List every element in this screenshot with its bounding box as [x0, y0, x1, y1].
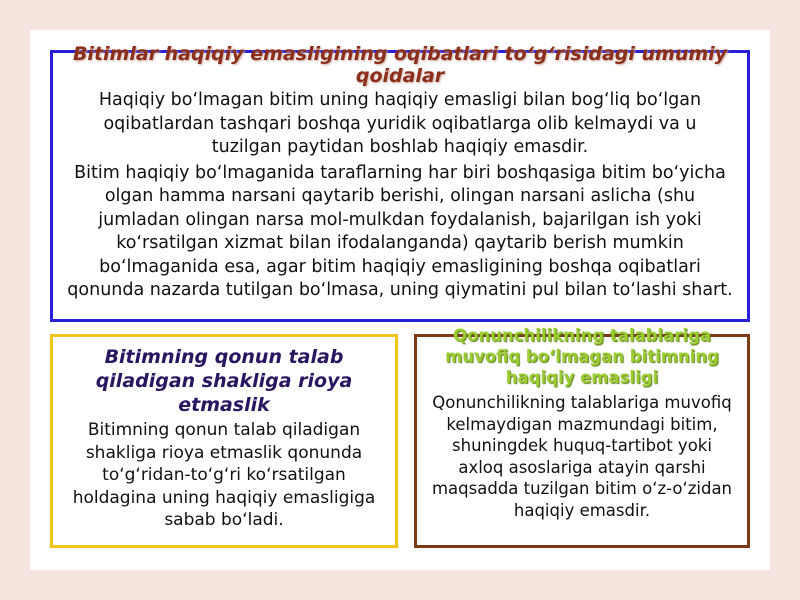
form-requirement-title: Bitimning qonun talab qiladigan shakliga rioya etmaslik — [95, 346, 353, 416]
slide — [30, 30, 770, 570]
general-rules-paragraph-1: Haqiqiy bo‘lmagan bitim uning haqiqiy emasligi bilan bog‘liq bo‘lgan oqibatlardan tashqari boshqa yuridik oqibatlarga olib kelmaydi va u tuzilgan paytidan boshlab haqiqiy emasdir. — [98, 90, 702, 157]
general-rules-title: Bitimlar haqiqiy emasligining oqibatlari to‘g‘risidagi umumiy qoidalar — [72, 43, 728, 87]
legislation-compliance-body: Qonunchilikning talablariga muvofiq kelmaydigan mazmundagi bitim, shuningdek huquq-tartibot yoki axloq asoslariga atayin qarshi maqsadda tuzilgan bitim o‘z-o‘zidan haqiqiy emasdir. — [431, 393, 733, 520]
form-requirement-body: Bitimning qonun talab qiladigan shakliga rioya etmaslik qonunda to‘g‘ridan-to‘g‘ri ko‘rsatilgan holdagina uning haqiqiy emasligiga sabab bo‘ladi. — [72, 420, 376, 530]
legislation-compliance-title: Qonunchilikning talablariga muvofiq bo‘lmagan bitimning haqiqiy emasligi — [445, 326, 719, 387]
legislation-compliance-box — [414, 326, 750, 548]
form-requirement-box — [50, 334, 398, 548]
general-rules-paragraph-2: Bitim haqiqiy bo‘lmaganida taraflarning har biri boshqasiga bitim bo‘yicha olgan hamma narsani qaytarib berishi, olingan narsani aslicha (shu jumladan olingan narsa mol-mulkdan foydalanish, bajarilgan ish yoki ko‘rsatilgan xizmat bilan ifodalanganda) qaytarib berish mumkin bo‘lmaganida esa, agar bitim haqiqiy emasligining boshqa oqibatlari qonunda nazarda tutilgan bo‘lmasa, uning qiymatini pul bilan to‘lashi shart. — [67, 162, 733, 300]
general-rules-box — [50, 43, 750, 322]
